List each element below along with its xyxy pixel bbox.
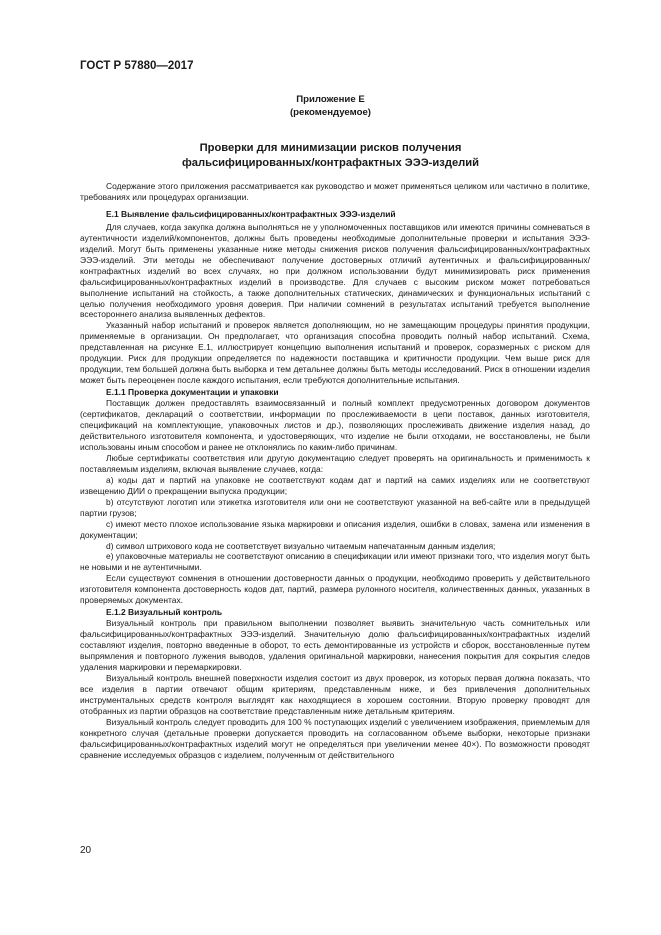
annex-heading — [0, 141, 661, 171]
paragraph: Указанный набор испытаний и проверок является дополняющим, но не замещающим процедуры принятия продукции, применяемые в организации. Он предполагает, что организация способна проводить полный набор испытаний. Схема, представленная на рисунке Е.1, иллюстрирует концепцию выполнения испытаний и проверок, соразмерных с риском для продукции. Риск для продукции определяется по надежности поставщика и критичности продукции. Чем выше риск для продукции, тем большей должна быть выборка и тем детальнее должны быть методы исследований. Риск в отношении изделия может быть переоценен после каждого испытания, если требуются дополнительные испытания. — [80, 320, 590, 386]
paragraph: Поставщик должен предоставлять взаимосвязанный и полный комплект предусмотренных договором документов (сертификатов, деклараций о соответствии, информации по прослеживаемости в цепи поставок, данных изготовителя, спецификаций на комплектующие, упаковочных листов и др.), позволяющих прослеживать движение изделия назад, до действительного изготовителя компонента, и удостоверяющих, что изделие не были отходами, не восстановлены, не были использованы иным способом и ранее не отклонялись по каким-либо причинам. — [80, 398, 590, 452]
paragraph: Визуальный контроль внешней поверхности изделия состоит из двух проверок, из которых первая должна показать, что все изделия в партии отвечают общим критериям, представленным ниже, и без привлечения дополнительных инструментальных средств контроля выглядят как находящиеся в хорошем состоянии. Вторую проверку проводят для отобранных из партии образцов на соответствие представленным ниже детальным критериям. — [80, 672, 590, 716]
annex-status: (рекомендуемое) — [289, 107, 371, 118]
page-number: 20 — [80, 845, 92, 856]
list-item: с) имеют место плохое использование языка маркировки и описания изделия, ошибки в словах, замена или изменения в документации; — [80, 518, 590, 540]
document-body — [80, 181, 590, 761]
annex-label — [0, 93, 661, 119]
section-heading-e1: Е.1 Выявление фальсифицированных/контрафактных ЭЭЭ-изделий — [106, 208, 396, 219]
list-item: d) символ штрихового кода не соответствует визуально читаемым напечатанным данным изделия; — [106, 540, 496, 551]
annex-heading-line1: Проверки для минимизации рисков получения — [199, 142, 462, 154]
list-item: а) коды дат и партий на упаковке не соответствуют кодам дат и партий на самих изделиях или не соответствуют извещению ДИИ о прекращении выпуска продукции; — [80, 474, 590, 496]
list-item: е) упаковочные материалы не соответствуют описанию в спецификации или имеют признаки того, что изделия могут быть не новыми и не аутентичными. — [80, 551, 590, 573]
paragraph: Если существуют сомнения в отношении достоверности данных о продукции, необходимо проверить у действительного изготовителя компонента достоверность кодов дат, партий, размера рулонного носителя, количественных данных, указанных в проверяемых документах. — [80, 573, 590, 606]
annex-title: Приложение Е — [296, 94, 365, 105]
annex-heading-line2: фальсифицированных/контрафактных ЭЭЭ-изделий — [181, 157, 480, 169]
paragraph: Визуальный контроль следует проводить для 100 % поступающих изделий с увеличением изображения, приемлемым для конкретного случая (детальные проверки допускается проводить на согласованном объеме выборки, некоторые признаки фальсифицированных/контрафактных изделий могут не определяться при увеличении менее 40×). По возможности проводят сравнение исследуемых образцов с изделием, полученным от действительного — [80, 716, 590, 760]
paragraph: Визуальный контроль при правильном выполнении позволяет выявить значительную часть сомнительных или фальсифицированных/контрафактных ЭЭЭ-изделий. Значительную долю фальсифицированных/контрафактных изделий составляют изделия, повторно введенные в оборот, то есть демонтированные из устройств и сборок, восстановленные путем выпрямления и повторного лужения выводов, удаления оригинальной маркировки, нанесения покрытия для сокрытия следов удаления маркировки и перемаркировки. — [80, 618, 590, 672]
section-heading-e1-2: Е.1.2 Визуальный контроль — [106, 607, 223, 618]
paragraph: Для случаев, когда закупка должна выполняться не у уполномоченных поставщиков или имеются причины сомневаться в аутентичности изделий/компонентов, должны быть проведены необходимые дополнительные проверки и испытания ЭЭЭ-изделий. Могут быть применены указанные ниже методы снижения рисков получения фальсифицированных/контрафактных ЭЭЭ-изделий. Эти методы не обеспечивают получение достоверных отличий аутентичных и фальсифицированных/контрафактных изделий во всех случаях, но при должном использовании будут минимизировать риск применения фальсифицированных/контрафактных изделий в производстве. Для случаев с высоким риском может потребоваться выполнение испытаний на стойкость, а также дополнительных статических, динамических и функциональных испытаний с целью получения необходимого уровня доверия. При наличии сомнений в результатах испытаний требуется выполнение всестороннего анализа выявленных дефектов. — [80, 221, 590, 320]
paragraph: Любые сертификаты соответствия или другую документацию следует проверять на оригинальность и применимость к поставляемым изделиям, включая выявление случаев, когда: — [80, 452, 590, 474]
list-item: b) отсутствуют логотип или этикетка изготовителя или они не соответствуют указанной на веб-сайте или в предыдущей партии грузов; — [80, 496, 590, 518]
section-heading-e1-1: Е.1.1 Проверка документации и упаковки — [106, 387, 279, 398]
intro-paragraph: Содержание этого приложения рассматривается как руководство и может применяться целиком или частично в политике, требованиях или процедурах организации. — [80, 181, 590, 202]
standard-header: ГОСТ Р 57880—2017 — [80, 60, 194, 72]
